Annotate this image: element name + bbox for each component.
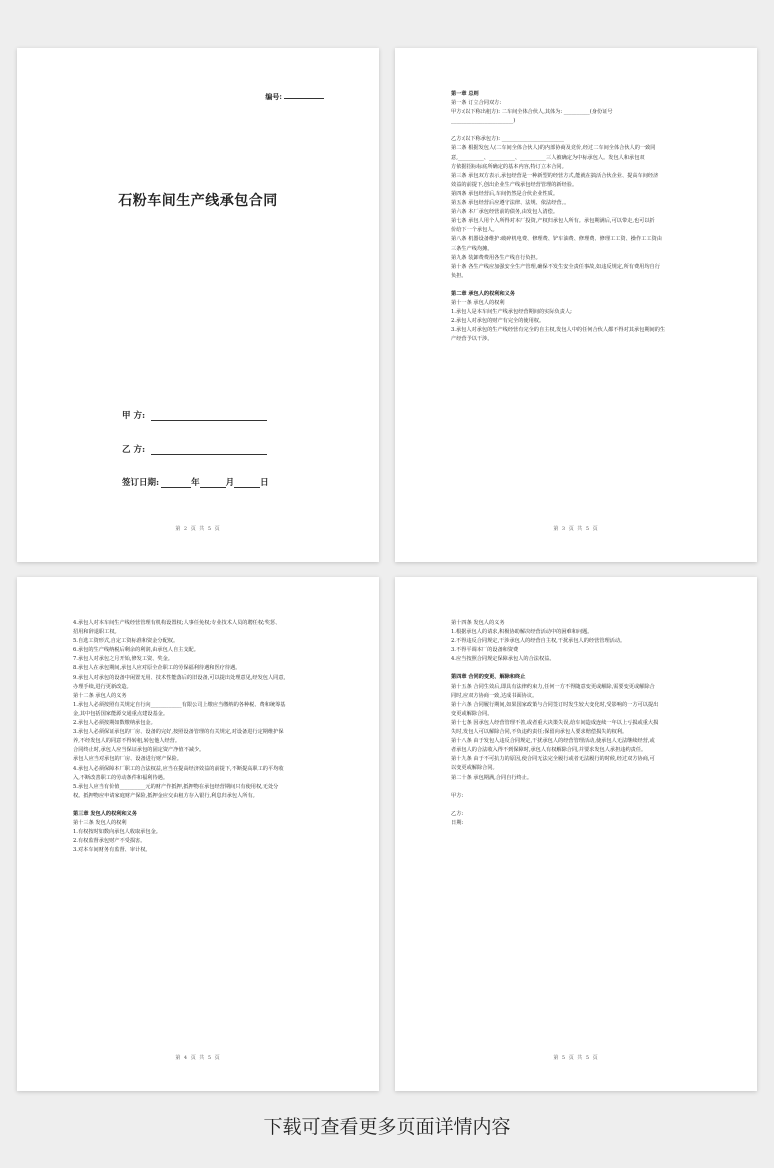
text-line: 第十九条 由于不可抗力的原因,使合同无法完全履行或者无法履行的时候,经过双方协商,可 <box>451 756 655 763</box>
text-line: 第十三条 发包人的权利 <box>73 819 127 826</box>
text-line: 负担。 <box>451 272 467 279</box>
text-line: 第三条 承包双方表示,承包经营是一种新型的经营方式,能就在搞活合伙企业、提高车间经济 <box>451 172 659 179</box>
text-line: 第二条 根据发包人(二车间全体合伙人)的内部协商及竞价,经过二车间全体合伙人的一致同 <box>451 145 656 152</box>
serial-number-blank <box>284 98 324 99</box>
text-line: 第六条 本厂承包经营前的债务,由发包人清偿。 <box>451 209 559 216</box>
text-line: 办理手续,进行更新改造。 <box>73 683 132 690</box>
text-line: 第十七条 因承包人经营管理不善,或者重大决策失误,给车间造成连续一年以上亏损或重大损 <box>451 719 659 726</box>
text-line: 意,__________、__________、__________三人被确定为中标承包人。发包人和承包双 <box>451 154 645 161</box>
chapter-heading: 第三章 发包人的权利和义务 <box>73 810 138 817</box>
page-body <box>451 619 705 828</box>
text-line: 第四条 承包经营后,车间仍然是合伙企业性质。 <box>451 190 559 197</box>
text-line: 变更或解除合同。 <box>451 710 493 717</box>
party-b-signature-line: 乙 方: <box>122 443 267 455</box>
text-line: 3.承包人对承包的生产线经营有完全的自主权,发包人中的任何合伙人都不得对其承包期间的生 <box>451 327 666 334</box>
text-line: 第八条 机器设备维护:破碎机电费、修理费、铲车油费、修理费、修理工工资、操作工工资由 <box>451 236 662 243</box>
party-a-signature-line: 甲 方: <box>122 409 267 421</box>
text-line: 第九条 装卸费费用各生产线自行负担。 <box>451 254 541 261</box>
page-number: 第 5 页 共 5 页 <box>553 1055 599 1061</box>
text-line: 第十四条 发包人的义务 <box>451 620 505 626</box>
text-line: 第十条 各生产线应加强安全生产管理,确保不发生安全责任事故,如违反规定,所有费用均自行 <box>451 263 660 270</box>
text-line: 入,不断改善职工的劳动条件和福利待遇。 <box>73 774 169 781</box>
text-line: 招用和辞退职工权。 <box>73 629 120 636</box>
text-line: 第十五条 合同生效后,即具有法律约束力,任何一方不得随意变更或解除,需要变更或解除合 <box>451 683 655 690</box>
text-line: 第五条 承包经营后应遵守法律、法规、依法经营。。 <box>451 200 570 207</box>
sign-date-line: 签订日期: 年 月 日 <box>122 478 269 488</box>
paragraph-gap <box>451 783 705 792</box>
text-line: 方依据招标标底所确定的基本内容,特订立本合同。 <box>451 163 567 170</box>
text-line: 甲方:(以下称出租方): 二车间全体合伙人,其体为: __________(身份证号 <box>451 109 613 116</box>
contract-title: 石粉车间生产线承包合同 <box>118 193 278 209</box>
text-line: 1.承包人是本车间生产线承包经营期间的实际负责人; <box>451 309 572 316</box>
text-line: 乙方:(以下称承包方): ________________________ <box>451 136 564 143</box>
page-body <box>451 90 705 344</box>
paragraph-gap <box>451 281 705 290</box>
contract-page-3 <box>395 48 757 562</box>
text-line: 第十六条 合同履行期间,如果国家政策与合同签订时发生较大变化时,受影响的一方可以提出 <box>451 701 659 708</box>
text-line: 价给下一个承包人。 <box>451 227 498 234</box>
chapter-heading: 第二章 承包人的权利和义务 <box>451 290 516 297</box>
page-body <box>73 619 327 855</box>
text-line: 权。抵押物应申请家庭财产保险,抵押金应交由租方存入银行,利息归承包人所有。 <box>73 792 258 799</box>
text-line: 4.承包人对本车间生产线经营管理有机构设置权;人事任免权;专业技术人员的聘任权;奖惩、 <box>73 620 281 626</box>
text-line: 2.不得违反合同规定,干涉承包人的经营自主权,干扰承包人的经营管理活动。 <box>451 638 626 645</box>
text-line: 三条生产线均摊。 <box>451 245 493 252</box>
text-line: 者承包人的合法收入得不到保障时,承包人有权解除合同,并要求发包人承担违约责任。 <box>451 747 647 754</box>
text-line: 7.承包人对承包之月开始,修发工资、奖金。 <box>73 656 173 663</box>
text-line: 9.承包人对承包的设备中闲置无用、技术性能落后的旧设备,可以提出处理意见,经发包人同意, <box>73 674 286 681</box>
text-line: 1.根据承包人的请求,积极协助解决经营活动中的困难和问题。 <box>451 629 593 636</box>
chapter-heading: 第四章 合同的变更、解除和终止 <box>451 674 526 681</box>
page-number: 第 4 页 共 5 页 <box>175 1055 221 1061</box>
text-line: 2.有权监督承包财产不受损害。 <box>73 838 146 845</box>
text-line: 以变更或解除合同。 <box>451 765 498 772</box>
text-line: 合同终止时,承包人应当保证承包的固定资产净值不减少。 <box>73 747 205 754</box>
text-line: 甲方: <box>451 792 464 799</box>
text-line: 2.承包人对承包的财产有完全的使用权。 <box>451 318 545 325</box>
text-line: 效益的前提下,创出企业生产线承包经营管理的新经验。 <box>451 181 578 188</box>
text-line: 产经营予以干涉。 <box>451 336 493 343</box>
text-line: 养,不经发包人的同意不得转租,转包他人经营。 <box>73 738 181 745</box>
text-line: 乙方: <box>451 810 464 817</box>
text-line: 8.承包人在承包期间,承包人应对原全企职工的劳保福利待遇和医疗待遇。 <box>73 665 241 672</box>
page-number: 第 3 页 共 5 页 <box>553 526 599 532</box>
text-line: 1.有权按时如数向承包人收取承包金。 <box>73 829 161 836</box>
text-line: 4.应当按照合同规定保障承包人的合法权益。 <box>451 656 555 663</box>
page-number: 第 2 页 共 5 页 <box>175 526 221 532</box>
text-line: 金,其中包括国家能源交通重点建设基金。 <box>73 710 169 717</box>
text-line: 日期: <box>451 819 464 826</box>
text-line: 第十二条 承包人的义务 <box>73 692 127 699</box>
paragraph-gap <box>73 801 327 810</box>
paragraph-gap <box>451 664 705 673</box>
text-line: 第二十条 承包期满,合同自行终止。 <box>451 774 533 781</box>
text-line: 2.承包人必须按期如数缴纳承包金。 <box>73 720 156 727</box>
text-line: 同时,应双方协商一致,达成书面协议。 <box>451 692 538 699</box>
party-b-blank <box>151 454 267 455</box>
contract-page-5 <box>395 577 757 1091</box>
download-caption: 下载可查看更多页面详情内容 <box>263 1116 511 1138</box>
chapter-heading: 第一章 总则 <box>451 91 479 97</box>
paragraph-gap <box>451 126 705 135</box>
text-line: 5.承包人应当有价值__________元的财产作抵押,抵押物在承包经营期间只有使用权,无处分 <box>73 783 279 790</box>
text-line: 第十八条 由于发包人违反合同规定,干扰承包人的经营管理活动,使承包人无法继续经营,或 <box>451 738 655 745</box>
text-line: 失时,发包人可以解除合同,不负违约责任;保留向承包人要求赔偿损失的权利。 <box>451 729 628 736</box>
text-line: 6.承包的生产线纳税后剩余的利润,由承包人自主支配。 <box>73 647 199 654</box>
contract-page-4 <box>17 577 379 1091</box>
text-line: 3.不得平调本厂的设备和资费 <box>451 647 519 654</box>
text-line: 4.承包人必须保障本厂职工的合法权益,应当在提高经济效益的前提下,不断提高职工的平均收 <box>73 765 284 772</box>
text-line: 第十一条 承包人的权利 <box>451 299 505 306</box>
text-line: 第一条 订立合同双方: <box>451 100 502 107</box>
cover-page <box>17 48 379 562</box>
serial-number: 编号: <box>265 92 324 102</box>
text-line: 第七条 承包人用个人所得对本厂投资,产权归承包人所有。承包期满后,可以带走,也可以折 <box>451 218 655 225</box>
text-line: ________________________) <box>451 118 516 125</box>
party-a-blank <box>151 420 267 421</box>
paragraph-gap <box>451 801 705 810</box>
text-line: 3.承包人必须保证承包的厂房、设备的完好,按照设备管理的有关规定,对设备进行定期维护保 <box>73 729 284 736</box>
text-line: 1.承包人必须按照有关规定自行向____________有限公司上缴应当缴纳的各种税、费和统筹基 <box>73 701 286 708</box>
text-line: 3.对本车间财务有监督、审计权。 <box>73 847 151 854</box>
text-line: 承包人应当对承包的厂房、设备进行财产保险。 <box>73 756 182 763</box>
text-line: 5.自选工资形式,自定工资标准和资金分配权。 <box>73 638 179 645</box>
